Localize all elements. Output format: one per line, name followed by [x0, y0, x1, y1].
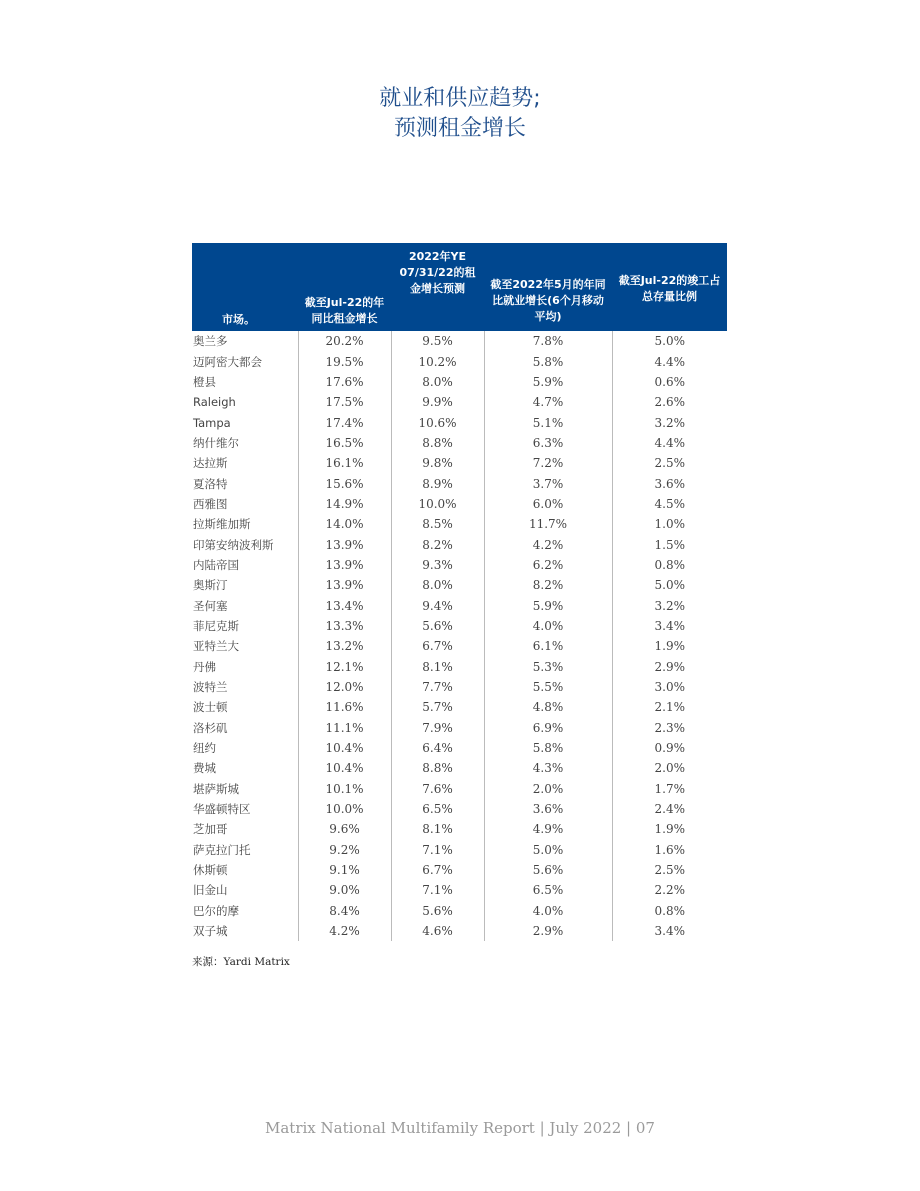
employment-growth-cell: 6.1%	[484, 636, 612, 656]
rent-growth-forecast-cell: 9.4%	[391, 595, 484, 615]
completions-share-cell: 5.0%	[612, 331, 727, 351]
employment-growth-cell: 4.7%	[484, 392, 612, 412]
rent-growth-yoy-cell: 8.4%	[298, 901, 391, 921]
rent-growth-forecast-cell: 8.0%	[391, 575, 484, 595]
rent-growth-yoy-cell: 12.1%	[298, 657, 391, 677]
rent-growth-forecast-cell: 5.7%	[391, 697, 484, 717]
completions-share-cell: 2.1%	[612, 697, 727, 717]
rent-growth-yoy-cell: 17.6%	[298, 372, 391, 392]
market-cell: 菲尼克斯	[193, 618, 239, 633]
rent-growth-forecast-cell: 8.2%	[391, 534, 484, 554]
rent-growth-yoy-cell: 11.6%	[298, 697, 391, 717]
rent-growth-yoy-cell: 13.9%	[298, 534, 391, 554]
completions-share-cell: 2.4%	[612, 799, 727, 819]
employment-growth-cell: 4.9%	[484, 819, 612, 839]
market-cell: 纳什维尔	[193, 435, 239, 450]
table-row	[192, 799, 727, 819]
rent-growth-forecast-cell: 8.8%	[391, 758, 484, 778]
rent-growth-forecast-cell: 10.0%	[391, 494, 484, 514]
rent-growth-yoy-cell: 14.0%	[298, 514, 391, 534]
employment-growth-cell: 5.8%	[484, 738, 612, 758]
completions-share-cell: 4.5%	[612, 494, 727, 514]
rent-growth-forecast-cell: 7.7%	[391, 677, 484, 697]
table-row	[192, 840, 727, 860]
table-row	[192, 514, 727, 534]
market-cell: 双子城	[193, 924, 228, 939]
market-cell: 波特兰	[193, 680, 228, 695]
rent-growth-yoy-cell: 19.5%	[298, 351, 391, 371]
rent-growth-forecast-cell: 8.9%	[391, 473, 484, 493]
rent-growth-yoy-cell: 13.3%	[298, 616, 391, 636]
market-cell: Tampa	[193, 415, 231, 430]
header-rent-growth-yoy: 截至Jul-22的年同比租金增长	[298, 243, 391, 331]
market-cell: 巴尔的摩	[193, 903, 239, 918]
rent-growth-forecast-cell: 7.1%	[391, 840, 484, 860]
employment-growth-cell: 4.3%	[484, 758, 612, 778]
employment-growth-cell: 3.7%	[484, 473, 612, 493]
completions-share-cell: 0.8%	[612, 901, 727, 921]
table-row	[192, 921, 727, 941]
rent-growth-yoy-cell: 9.1%	[298, 860, 391, 880]
table-row	[192, 677, 727, 697]
employment-growth-cell: 4.0%	[484, 616, 612, 636]
employment-growth-cell: 8.2%	[484, 575, 612, 595]
table-row	[192, 697, 727, 717]
header-completions-share: 截至Jul-22的竣工占总存量比例	[612, 243, 727, 331]
employment-growth-cell: 6.9%	[484, 718, 612, 738]
page-title	[0, 84, 920, 144]
header-market: 市场。	[192, 243, 298, 331]
header-rent-growth-forecast: 2022年YE 07/31/22的租金增长预测	[391, 243, 484, 331]
rent-growth-yoy-cell: 17.5%	[298, 392, 391, 412]
market-cell: 圣何塞	[193, 598, 228, 613]
table-row	[192, 758, 727, 778]
rent-growth-yoy-cell: 10.4%	[298, 758, 391, 778]
completions-share-cell: 3.6%	[612, 473, 727, 493]
rent-growth-yoy-cell: 20.2%	[298, 331, 391, 351]
market-cell: 费城	[193, 761, 216, 776]
market-cell: 奥兰多	[193, 334, 228, 349]
market-cell: 丹佛	[193, 659, 216, 674]
employment-growth-cell: 5.0%	[484, 840, 612, 860]
page-title-line-2: 预测租金增长	[393, 116, 526, 141]
completions-share-cell: 2.3%	[612, 718, 727, 738]
table-row	[192, 555, 727, 575]
employment-growth-cell: 4.8%	[484, 697, 612, 717]
table-row	[192, 412, 727, 432]
table-row	[192, 819, 727, 839]
table-row	[192, 473, 727, 493]
table-row	[192, 657, 727, 677]
rent-growth-forecast-cell: 9.3%	[391, 555, 484, 575]
employment-growth-cell: 2.9%	[484, 921, 612, 941]
market-cell: 波士顿	[193, 700, 228, 715]
employment-growth-cell: 5.1%	[484, 412, 612, 432]
market-cell: 华盛顿特区	[193, 802, 251, 817]
rent-growth-forecast-cell: 8.1%	[391, 657, 484, 677]
rent-growth-yoy-cell: 17.4%	[298, 412, 391, 432]
rent-growth-yoy-cell: 15.6%	[298, 473, 391, 493]
rent-growth-forecast-cell: 10.6%	[391, 412, 484, 432]
completions-share-cell: 0.8%	[612, 555, 727, 575]
table-row	[192, 575, 727, 595]
employment-growth-cell: 4.2%	[484, 534, 612, 554]
completions-share-cell: 2.9%	[612, 657, 727, 677]
table-header	[192, 243, 727, 331]
rent-growth-forecast-cell: 5.6%	[391, 901, 484, 921]
market-cell: 拉斯维加斯	[193, 517, 251, 532]
rent-growth-forecast-cell: 8.1%	[391, 819, 484, 839]
market-cell: 西雅图	[193, 496, 228, 511]
table-row	[192, 433, 727, 453]
rent-growth-yoy-cell: 9.2%	[298, 840, 391, 860]
market-cell: 纽约	[193, 741, 216, 756]
rent-growth-yoy-cell: 12.0%	[298, 677, 391, 697]
table-row	[192, 534, 727, 554]
table-row	[192, 718, 727, 738]
rent-growth-forecast-cell: 9.5%	[391, 331, 484, 351]
header-employment-growth: 截至2022年5月的年同比就业增长(6个月移动平均)	[484, 243, 612, 331]
table-row	[192, 351, 727, 371]
completions-share-cell: 3.0%	[612, 677, 727, 697]
market-data-table	[192, 243, 727, 941]
employment-growth-cell: 2.0%	[484, 779, 612, 799]
completions-share-cell: 1.6%	[612, 840, 727, 860]
market-cell: 橙县	[193, 374, 216, 389]
table-row	[192, 392, 727, 412]
rent-growth-yoy-cell: 13.4%	[298, 595, 391, 615]
table-row	[192, 860, 727, 880]
source-note: 来源：Yardi Matrix	[192, 956, 290, 968]
table-row	[192, 331, 727, 351]
table-header-row	[192, 243, 727, 331]
employment-growth-cell: 6.5%	[484, 880, 612, 900]
employment-growth-cell: 6.2%	[484, 555, 612, 575]
completions-share-cell: 2.0%	[612, 758, 727, 778]
rent-growth-yoy-cell: 13.9%	[298, 555, 391, 575]
rent-growth-forecast-cell: 7.1%	[391, 880, 484, 900]
rent-growth-forecast-cell: 8.8%	[391, 433, 484, 453]
rent-growth-yoy-cell: 10.0%	[298, 799, 391, 819]
employment-growth-cell: 5.3%	[484, 657, 612, 677]
employment-growth-cell: 6.3%	[484, 433, 612, 453]
market-cell: 休斯顿	[193, 863, 228, 878]
market-cell: 旧金山	[193, 883, 228, 898]
market-cell: 堪萨斯城	[193, 781, 239, 796]
market-cell: 迈阿密大都会	[193, 354, 262, 369]
market-cell: 达拉斯	[193, 456, 228, 471]
market-cell: 内陆帝国	[193, 557, 239, 572]
rent-growth-forecast-cell: 6.4%	[391, 738, 484, 758]
employment-growth-cell: 5.9%	[484, 595, 612, 615]
employment-growth-cell: 5.5%	[484, 677, 612, 697]
rent-growth-forecast-cell: 6.7%	[391, 860, 484, 880]
completions-share-cell: 0.9%	[612, 738, 727, 758]
completions-share-cell: 5.0%	[612, 575, 727, 595]
employment-growth-cell: 4.0%	[484, 901, 612, 921]
rent-growth-forecast-cell: 8.0%	[391, 372, 484, 392]
page-title-line-1: 就业和供应趋势;	[379, 86, 541, 111]
completions-share-cell: 0.6%	[612, 372, 727, 392]
table-row	[192, 738, 727, 758]
rent-growth-forecast-cell: 7.6%	[391, 779, 484, 799]
employment-growth-cell: 11.7%	[484, 514, 612, 534]
market-cell: 亚特兰大	[193, 639, 239, 654]
employment-growth-cell: 5.6%	[484, 860, 612, 880]
rent-growth-forecast-cell: 6.7%	[391, 636, 484, 656]
table-row	[192, 494, 727, 514]
rent-growth-yoy-cell: 10.4%	[298, 738, 391, 758]
completions-share-cell: 4.4%	[612, 351, 727, 371]
rent-growth-yoy-cell: 13.2%	[298, 636, 391, 656]
market-cell: 芝加哥	[193, 822, 228, 837]
market-cell: 洛杉矶	[193, 720, 228, 735]
market-cell: Raleigh	[193, 395, 236, 410]
table-row	[192, 779, 727, 799]
table-row	[192, 453, 727, 473]
rent-growth-forecast-cell: 4.6%	[391, 921, 484, 941]
rent-growth-yoy-cell: 14.9%	[298, 494, 391, 514]
completions-share-cell: 3.4%	[612, 616, 727, 636]
employment-growth-cell: 3.6%	[484, 799, 612, 819]
market-cell: 奥斯汀	[193, 578, 228, 593]
employment-growth-cell: 5.9%	[484, 372, 612, 392]
completions-share-cell: 1.9%	[612, 819, 727, 839]
rent-growth-yoy-cell: 9.6%	[298, 819, 391, 839]
completions-share-cell: 4.4%	[612, 433, 727, 453]
rent-growth-forecast-cell: 9.8%	[391, 453, 484, 473]
rent-growth-forecast-cell: 8.5%	[391, 514, 484, 534]
employment-growth-cell: 7.2%	[484, 453, 612, 473]
rent-growth-forecast-cell: 5.6%	[391, 616, 484, 636]
rent-growth-forecast-cell: 9.9%	[391, 392, 484, 412]
rent-growth-yoy-cell: 9.0%	[298, 880, 391, 900]
rent-growth-yoy-cell: 16.5%	[298, 433, 391, 453]
completions-share-cell: 1.0%	[612, 514, 727, 534]
completions-share-cell: 1.5%	[612, 534, 727, 554]
rent-growth-yoy-cell: 10.1%	[298, 779, 391, 799]
table-row	[192, 595, 727, 615]
completions-share-cell: 2.5%	[612, 860, 727, 880]
rent-growth-forecast-cell: 6.5%	[391, 799, 484, 819]
completions-share-cell: 3.2%	[612, 412, 727, 432]
table-row	[192, 636, 727, 656]
completions-share-cell: 2.2%	[612, 880, 727, 900]
table-row	[192, 880, 727, 900]
completions-share-cell: 3.2%	[612, 595, 727, 615]
employment-growth-cell: 6.0%	[484, 494, 612, 514]
rent-growth-yoy-cell: 16.1%	[298, 453, 391, 473]
rent-growth-forecast-cell: 7.9%	[391, 718, 484, 738]
rent-growth-yoy-cell: 13.9%	[298, 575, 391, 595]
table-row	[192, 372, 727, 392]
employment-growth-cell: 5.8%	[484, 351, 612, 371]
market-cell: 印第安纳波利斯	[193, 537, 274, 552]
completions-share-cell: 1.9%	[612, 636, 727, 656]
table-row	[192, 901, 727, 921]
table-body	[192, 331, 727, 941]
completions-share-cell: 3.4%	[612, 921, 727, 941]
market-cell: 夏洛特	[193, 476, 228, 491]
rent-growth-forecast-cell: 10.2%	[391, 351, 484, 371]
completions-share-cell: 1.7%	[612, 779, 727, 799]
employment-growth-cell: 7.8%	[484, 331, 612, 351]
completions-share-cell: 2.5%	[612, 453, 727, 473]
page-footer: Matrix National Multifamily Report | July 2022 | 07	[265, 1119, 655, 1137]
table-row	[192, 616, 727, 636]
rent-growth-yoy-cell: 4.2%	[298, 921, 391, 941]
market-cell: 萨克拉门托	[193, 842, 251, 857]
rent-growth-yoy-cell: 11.1%	[298, 718, 391, 738]
completions-share-cell: 2.6%	[612, 392, 727, 412]
